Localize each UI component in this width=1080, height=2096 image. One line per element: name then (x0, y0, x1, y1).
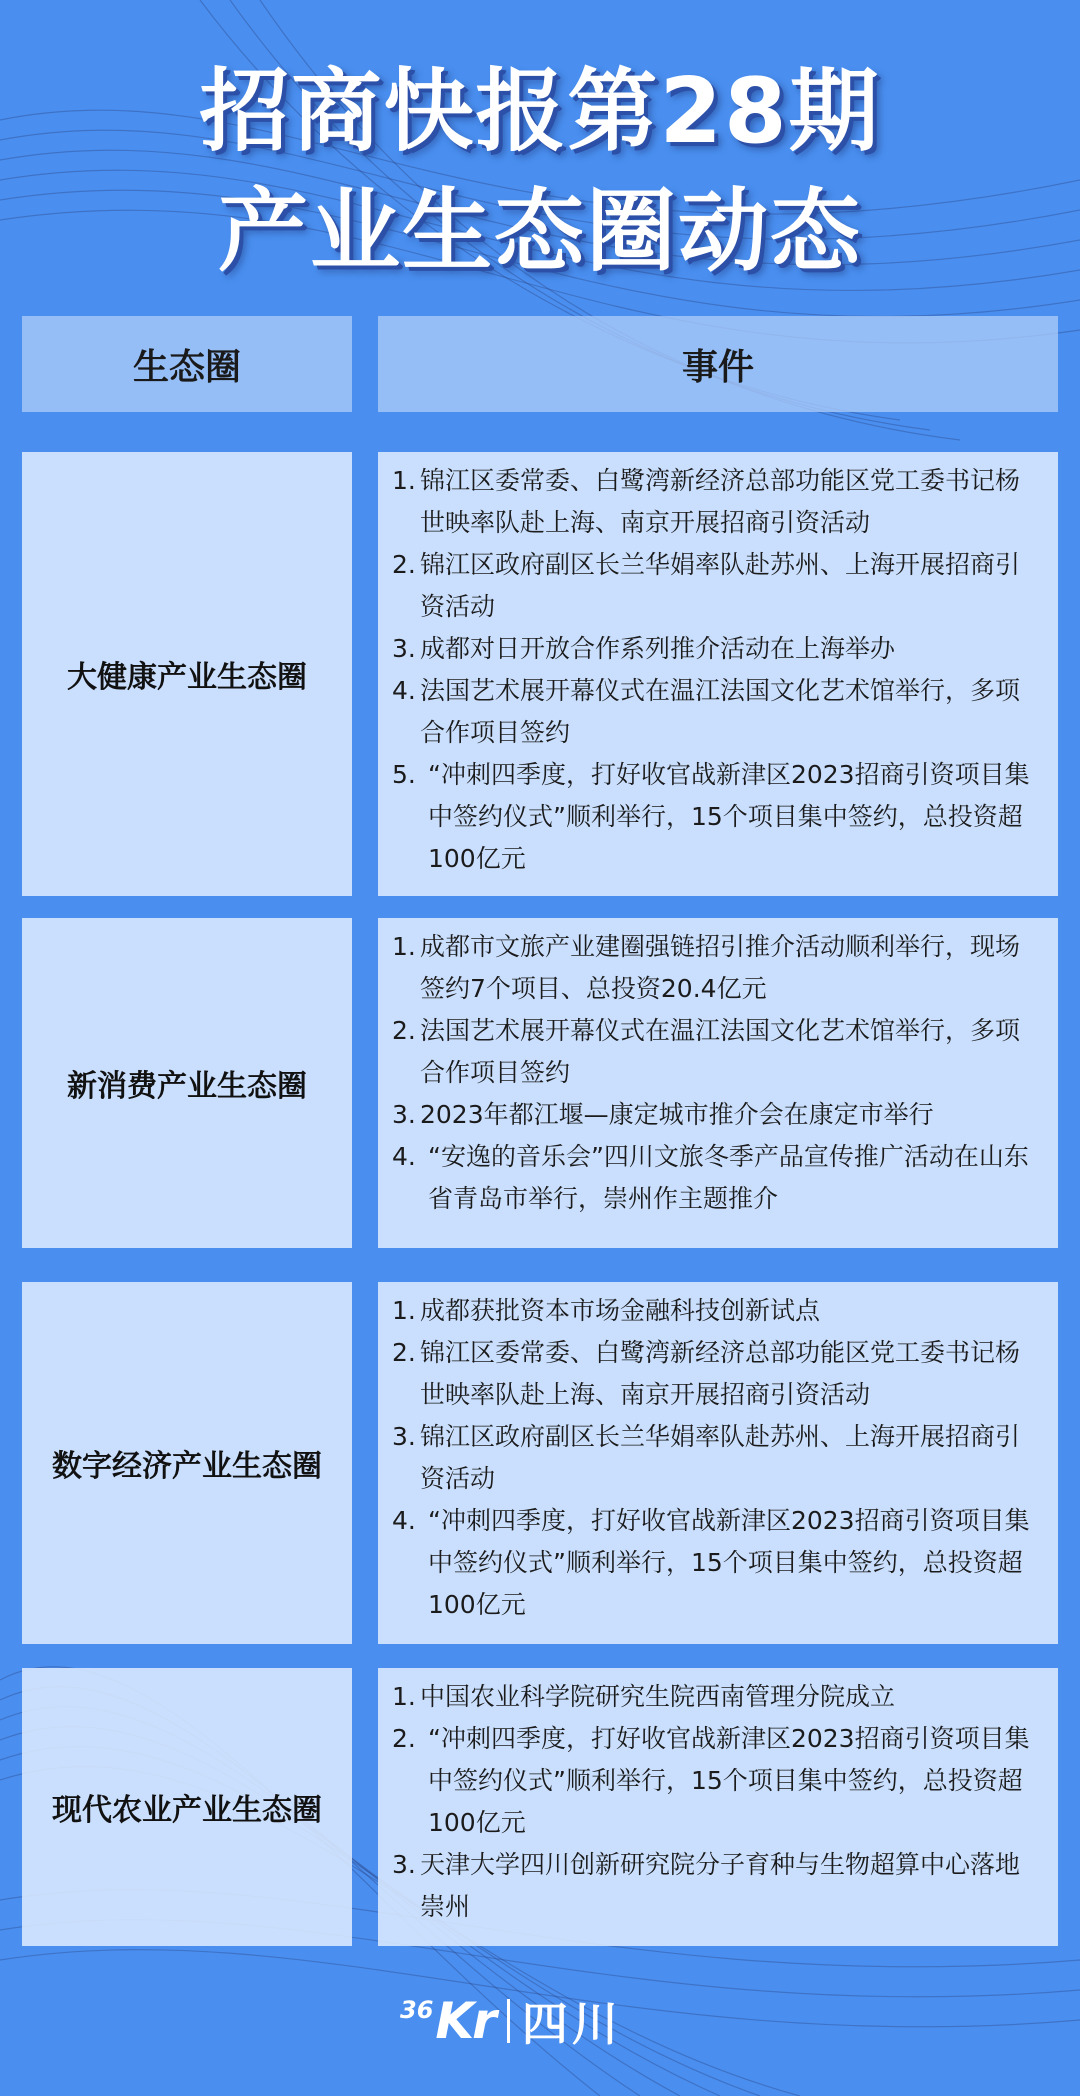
event-number: 3. (392, 634, 416, 663)
event-item (392, 1094, 1044, 1136)
logo-region: 四川 (521, 1997, 622, 2051)
brand-logo (400, 1986, 700, 2056)
event-number: 1. (392, 1296, 416, 1325)
event-text: “冲刺四季度，打好收官战新津区2023招商引资项目集中签约仪式”顺利举行，15个项目集中签约，总投资超100亿元 (428, 1506, 1030, 1619)
event-item (392, 1844, 1044, 1928)
event-number: 3. (392, 1850, 416, 1879)
events-cell (378, 1282, 1058, 1644)
event-text: 天津大学四川创新研究院分子育种与生物超算中心落地崇州 (420, 1850, 1021, 1921)
event-item (392, 1332, 1044, 1416)
events-cell (378, 452, 1058, 896)
event-number: 2. (392, 550, 416, 579)
events-cell (378, 918, 1058, 1248)
logo-divider (507, 1999, 510, 2043)
event-number: 2. (392, 1338, 416, 1367)
category-cell: 数字经济产业生态圈 (22, 1282, 352, 1644)
event-text: 锦江区政府副区长兰华娟率队赴苏州、上海开展招商引资活动 (420, 1422, 1021, 1493)
page-title-line2: 产业生态圈动态 (218, 179, 862, 284)
event-number: 2. (392, 1016, 416, 1045)
category-cell: 大健康产业生态圈 (22, 452, 352, 896)
event-number: 1. (392, 932, 416, 961)
event-text: 成都获批资本市场金融科技创新试点 (420, 1296, 821, 1325)
event-item (392, 460, 1044, 544)
logo-kr: Kr (435, 1992, 495, 2050)
events-cell (378, 1668, 1058, 1946)
event-item (392, 1416, 1044, 1500)
category-cell: 新消费产业生态圈 (22, 918, 352, 1248)
event-text: 中国农业科学院研究生院西南管理分院成立 (420, 1682, 896, 1711)
event-number: 3. (392, 1422, 416, 1451)
event-item (392, 628, 1044, 670)
event-number: 1. (392, 1682, 416, 1711)
event-number: 4. (392, 1506, 416, 1535)
event-text: “冲刺四季度，打好收官战新津区2023招商引资项目集中签约仪式”顺利举行，15个项目集中签约，总投资超100亿元 (428, 760, 1030, 873)
event-item (392, 1500, 1044, 1626)
event-item (392, 670, 1044, 754)
event-text: 法国艺术展开幕仪式在温江法国文化艺术馆举行，多项合作项目签约 (420, 1016, 1021, 1087)
event-text: 锦江区委常委、白鹭湾新经济总部功能区党工委书记杨世映率队赴上海、南京开展招商引资活动 (420, 466, 1021, 537)
event-text: 成都对日开放合作系列推介活动在上海举办 (420, 634, 896, 663)
event-text: 成都市文旅产业建圈强链招引推介活动顺利举行，现场签约7个项目、总投资20.4亿元 (420, 932, 1021, 1003)
event-text: 锦江区政府副区长兰华娟率队赴苏州、上海开展招商引资活动 (420, 550, 1021, 621)
event-number: 3. (392, 1100, 416, 1129)
logo-36: 36 (400, 1996, 434, 2024)
event-text: 法国艺术展开幕仪式在温江法国文化艺术馆举行，多项合作项目签约 (420, 676, 1021, 747)
event-item (392, 1010, 1044, 1094)
event-text: “安逸的音乐会”四川文旅冬季产品宣传推广活动在山东省青岛市举行，崇州作主题推介 (428, 1142, 1029, 1213)
event-text: “冲刺四季度，打好收官战新津区2023招商引资项目集中签约仪式”顺利举行，15个项目集中签约，总投资超100亿元 (428, 1724, 1030, 1837)
event-item (392, 1290, 1044, 1332)
event-text: 锦江区委常委、白鹭湾新经济总部功能区党工委书记杨世映率队赴上海、南京开展招商引资活动 (420, 1338, 1021, 1409)
event-text: 2023年都江堰—康定城市推介会在康定市举行 (420, 1100, 934, 1129)
page-title-line1: 招商快报第28期 (199, 59, 881, 164)
event-item (392, 754, 1044, 880)
column-header-events: 事件 (378, 316, 1058, 412)
event-number: 2. (392, 1724, 416, 1753)
event-number: 1. (392, 466, 416, 495)
event-number: 4. (392, 1142, 416, 1171)
category-cell: 现代农业产业生态圈 (22, 1668, 352, 1946)
event-item (392, 1676, 1044, 1718)
event-item (392, 926, 1044, 1010)
column-header-ecosystem: 生态圈 (22, 316, 352, 412)
event-number: 5. (392, 760, 416, 789)
event-item (392, 1136, 1044, 1220)
event-item (392, 544, 1044, 628)
event-number: 4. (392, 676, 416, 705)
event-item (392, 1718, 1044, 1844)
